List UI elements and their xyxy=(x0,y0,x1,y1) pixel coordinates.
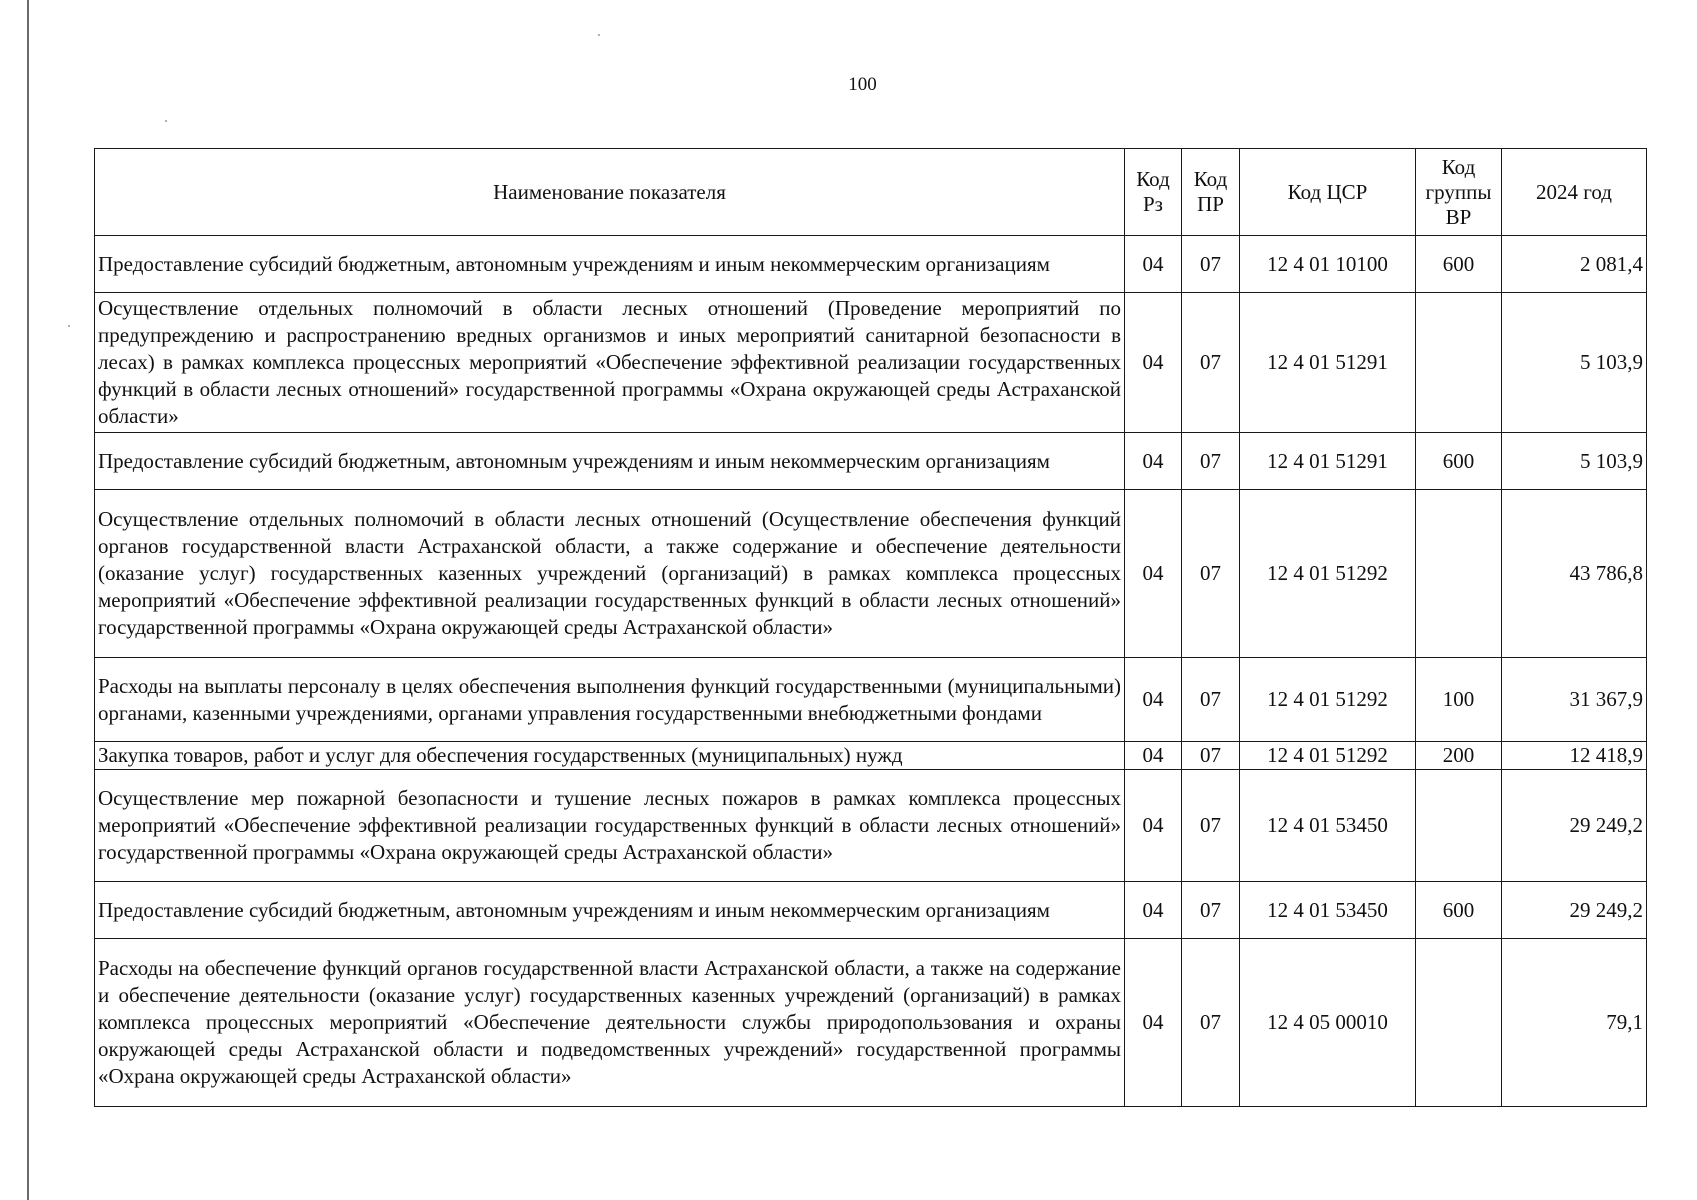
row-amount: 5 103,9 xyxy=(1502,293,1647,433)
row-csr: 12 4 01 51292 xyxy=(1240,658,1416,742)
header-vr: Код группы ВР xyxy=(1416,149,1502,236)
row-name: Предоставление субсидий бюджетным, автономным учреждениям и иным некоммерческим организациям xyxy=(95,236,1125,293)
scan-edge-line xyxy=(27,0,29,1200)
table-row xyxy=(95,882,1647,939)
row-pr: 07 xyxy=(1182,293,1240,433)
row-pr: 07 xyxy=(1182,882,1240,939)
row-csr: 12 4 01 51291 xyxy=(1240,293,1416,433)
row-amount: 79,1 xyxy=(1502,939,1647,1107)
row-rz: 04 xyxy=(1125,490,1182,658)
table-row xyxy=(95,742,1647,770)
row-pr: 07 xyxy=(1182,939,1240,1107)
row-vr: 600 xyxy=(1416,882,1502,939)
table-row xyxy=(95,770,1647,882)
header-csr: Код ЦСР xyxy=(1240,149,1416,236)
row-csr: 12 4 01 53450 xyxy=(1240,882,1416,939)
page-number: 100 xyxy=(848,74,877,95)
row-name: Расходы на обеспечение функций органов государственной власти Астраханской области, а также на содержание и обеспечение деятельности (оказание услуг) государственных казенных учреждений (организаций) в рамках комплекса процессных мероприятий «Обеспечение деятельности службы природопользования и охраны окружающей среды Астраханской области и подведомственных учреждений» государственной программы «Охрана окружающей среды Астраханской области» xyxy=(95,939,1125,1107)
row-amount: 31 367,9 xyxy=(1502,658,1647,742)
row-amount: 2 081,4 xyxy=(1502,236,1647,293)
row-pr: 07 xyxy=(1182,236,1240,293)
row-pr: 07 xyxy=(1182,742,1240,770)
row-vr xyxy=(1416,293,1502,433)
table-row xyxy=(95,293,1647,433)
row-rz: 04 xyxy=(1125,742,1182,770)
header-pr: Код ПР xyxy=(1182,149,1240,236)
header-year: 2024 год xyxy=(1502,149,1647,236)
row-name: Предоставление субсидий бюджетным, автономным учреждениям и иным некоммерческим организациям xyxy=(95,433,1125,490)
row-rz: 04 xyxy=(1125,882,1182,939)
row-pr: 07 xyxy=(1182,490,1240,658)
row-csr: 12 4 01 10100 xyxy=(1240,236,1416,293)
row-name: Осуществление отдельных полномочий в области лесных отношений (Осуществление обеспечения функций органов государственной власти Астраханской области, а также содержание и обеспечение деятельности (оказание услуг) государственных казенных учреждений (организаций) в рамках комплекса процессных мероприятий «Обеспечение эффективной реализации государственных функций в области лесных отношений» государственной программы «Охрана окружающей среды Астраханской области» xyxy=(95,490,1125,658)
scan-speck xyxy=(68,325,70,327)
table-row xyxy=(95,939,1647,1107)
row-name: Предоставление субсидий бюджетным, автономным учреждениям и иным некоммерческим организациям xyxy=(95,882,1125,939)
scan-speck xyxy=(165,120,167,122)
row-vr xyxy=(1416,490,1502,658)
table-row xyxy=(95,658,1647,742)
row-vr: 600 xyxy=(1416,433,1502,490)
row-rz: 04 xyxy=(1125,939,1182,1107)
row-csr: 12 4 01 53450 xyxy=(1240,770,1416,882)
row-name: Осуществление отдельных полномочий в области лесных отношений (Проведение мероприятий по предупреждению и распространению вредных организмов и иных мероприятий санитарной безопасности в лесах) в рамках комплекса процессных мероприятий «Обеспечение эффективной реализации государственных функций в области лесных отношений» государственной программы «Охрана окружающей среды Астраханской области» xyxy=(95,293,1125,433)
row-vr: 600 xyxy=(1416,236,1502,293)
budget-table xyxy=(94,148,1647,1107)
row-rz: 04 xyxy=(1125,770,1182,882)
row-amount: 29 249,2 xyxy=(1502,882,1647,939)
row-vr xyxy=(1416,939,1502,1107)
row-amount: 29 249,2 xyxy=(1502,770,1647,882)
row-pr: 07 xyxy=(1182,658,1240,742)
row-amount: 12 418,9 xyxy=(1502,742,1647,770)
table-row xyxy=(95,490,1647,658)
row-vr: 200 xyxy=(1416,742,1502,770)
row-csr: 12 4 01 51292 xyxy=(1240,490,1416,658)
row-rz: 04 xyxy=(1125,433,1182,490)
table-row xyxy=(95,236,1647,293)
row-amount: 43 786,8 xyxy=(1502,490,1647,658)
row-rz: 04 xyxy=(1125,293,1182,433)
row-csr: 12 4 01 51292 xyxy=(1240,742,1416,770)
row-pr: 07 xyxy=(1182,770,1240,882)
scan-speck xyxy=(598,34,600,36)
table-header-row xyxy=(95,149,1647,236)
header-rz: Код Рз xyxy=(1125,149,1182,236)
row-rz: 04 xyxy=(1125,658,1182,742)
row-amount: 5 103,9 xyxy=(1502,433,1647,490)
row-rz: 04 xyxy=(1125,236,1182,293)
row-name: Расходы на выплаты персоналу в целях обеспечения выполнения функций государственными (муниципальными) органами, казенными учреждениями, органами управления государственными внебюджетными фондами xyxy=(95,658,1125,742)
row-vr: 100 xyxy=(1416,658,1502,742)
header-name: Наименование показателя xyxy=(95,149,1125,236)
row-csr: 12 4 01 51291 xyxy=(1240,433,1416,490)
table-row xyxy=(95,433,1647,490)
row-csr: 12 4 05 00010 xyxy=(1240,939,1416,1107)
row-pr: 07 xyxy=(1182,433,1240,490)
row-name: Закупка товаров, работ и услуг для обеспечения государственных (муниципальных) нужд xyxy=(95,742,1125,770)
row-vr xyxy=(1416,770,1502,882)
row-name: Осуществление мер пожарной безопасности и тушение лесных пожаров в рамках комплекса процессных мероприятий «Обеспечение эффективной реализации государственных функций в области лесных отношений» государственной программы «Охрана окружающей среды Астраханской области» xyxy=(95,770,1125,882)
